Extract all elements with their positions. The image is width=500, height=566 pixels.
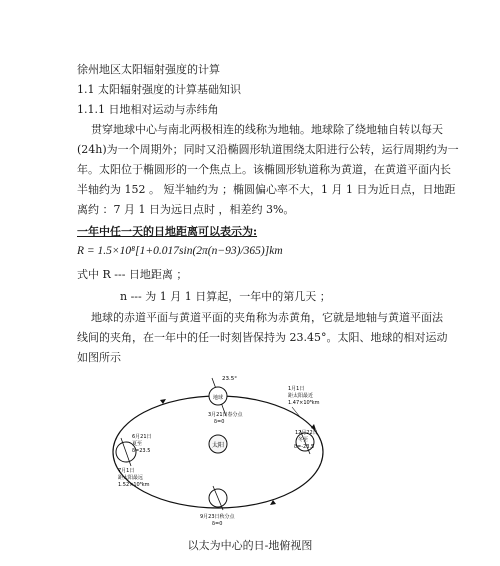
text-line: 半轴约为 152 。 短半轴约为 ；椭圆偏心率不大，1 月 1 日为近日点，日地距 (77, 183, 456, 196)
where-n: n --- 为 1 月 1 日算起，一年中的第几天 ； (120, 290, 331, 303)
text-line: 如图所示 (77, 351, 121, 364)
perihelion-label: 1月1日 (288, 386, 305, 392)
text-line: 离约 ：7 月 1 日为远日点时 ，相差约 3%。 (77, 203, 295, 216)
summer-label: δ=23.5 (132, 448, 151, 454)
winter-label: 冬至 (298, 437, 309, 443)
summer-label: 夏至 (132, 441, 143, 447)
distance-formula: R = 1.5×10⁸[1+0.017sin(2π(n−93)/365)]km (77, 245, 283, 257)
document-title: 徐州地区太阳辐射强度的计算 (77, 63, 220, 76)
spring-delta: δ=0 (214, 419, 225, 425)
winter-label: δ=-23.5 (294, 444, 315, 450)
perihelion-label: 距太阳最近 (288, 393, 314, 399)
section-heading-1-1-1: 1.1.1 日地相对运动与赤纬角 (77, 103, 219, 116)
top-earth-label: 地球 (212, 395, 224, 401)
sun-earth-orbit-diagram (100, 372, 430, 532)
summer-label: 6月21日 (132, 434, 152, 440)
aphelion-label: 1.52×10⁸km (118, 482, 150, 488)
winter-label: 12月22日 (295, 430, 318, 436)
aphelion-label: 7月1日 (118, 468, 135, 474)
figure-caption: 以太为中心的日-地俯视图 (187, 539, 313, 552)
text-line: 年。太阳位于椭圆形的一个焦点上。该椭圆形轨道称为黄道，在黄道平面内长 (77, 163, 451, 176)
text-line: 线间的夹角，在一年中的任一时刻皆保持为 23.45°。太阳、地球的相对运动 (77, 331, 448, 344)
spring-label: 3月21日春分点 (208, 412, 243, 418)
text-line: (24h)为一个周期外；同时又沿椭圆形轨道围绕太阳进行公转，运行周期约为一 (77, 143, 459, 156)
text-line: 贯穿地球中心与南北两极相连的线称为地轴。地球除了绕地轴自转以每天 (91, 123, 443, 136)
section-heading-1-1: 1.1 太阳辐射强度的计算基础知识 (77, 83, 241, 96)
autumn-label: 9月23日秋分点 (200, 514, 235, 520)
distance-heading: 一年中任一天的日地距离可以表示为: (77, 225, 258, 238)
sun-label: 太阳 (211, 442, 225, 449)
perihelion-pointer (292, 407, 300, 417)
aphelion-label: 距太阳最远 (118, 475, 144, 481)
autumn-delta: δ=0 (212, 521, 223, 527)
top-angle-label: 23.5° (222, 376, 237, 382)
text-line: 地球的赤道平面与黄道平面的夹角称为赤黄角，它就是地轴与黄道平面法 (91, 311, 443, 324)
perihelion-label: 1.47×10⁸km (288, 400, 320, 406)
where-r: 式中 R --- 日地距离 ； (77, 268, 188, 281)
